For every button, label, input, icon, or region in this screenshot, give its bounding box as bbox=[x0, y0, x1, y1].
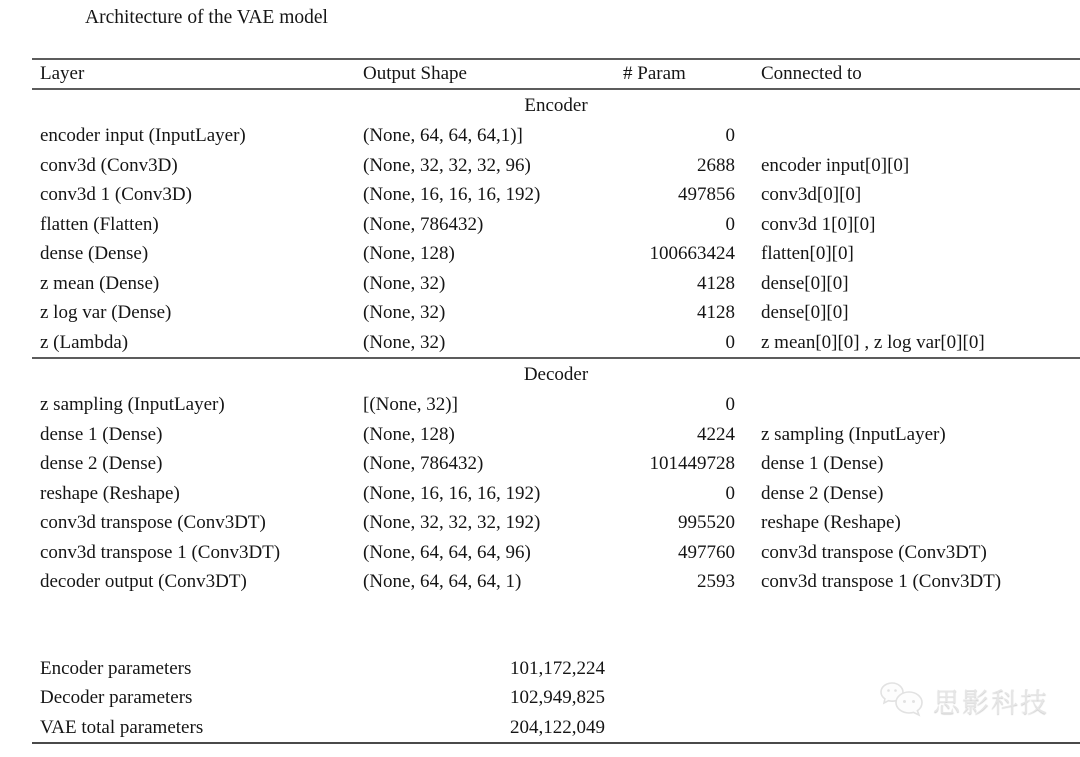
output-shape-cell: (None, 32, 32, 32, 96) bbox=[363, 154, 531, 176]
output-shape-cell: (None, 786432) bbox=[363, 213, 484, 235]
output-shape-cell: (None, 32) bbox=[363, 272, 446, 294]
table-row bbox=[32, 328, 1080, 358]
table-row bbox=[32, 239, 1080, 269]
layer-cell: dense 1 (Dense) bbox=[40, 423, 163, 445]
table-footer-gap bbox=[32, 597, 1080, 654]
layer-cell: decoder output (Conv3DT) bbox=[40, 571, 247, 592]
param-cell: 4224 bbox=[697, 423, 735, 445]
table-body bbox=[32, 90, 1080, 597]
layer-cell: z sampling (InputLayer) bbox=[40, 394, 225, 415]
layer-cell: conv3d 1 (Conv3D) bbox=[40, 184, 192, 205]
layer-cell: conv3d transpose 1 (Conv3DT) bbox=[40, 541, 281, 563]
table-row bbox=[32, 479, 1080, 509]
param-cell: 0 bbox=[725, 213, 735, 235]
summary-label: Decoder parameters bbox=[40, 687, 193, 708]
table-row bbox=[32, 567, 1080, 597]
connected-to-cell: z mean[0][0] , z log var[0][0] bbox=[761, 331, 985, 353]
output-shape-cell: (None, 32) bbox=[363, 302, 446, 323]
summary-value: 102,949,825 bbox=[510, 687, 605, 708]
param-cell: 2593 bbox=[697, 571, 735, 592]
vae-architecture-table bbox=[32, 58, 1080, 744]
connected-to-cell: encoder input[0][0] bbox=[761, 154, 910, 176]
param-cell: 497760 bbox=[678, 541, 735, 563]
table-row bbox=[32, 449, 1080, 479]
param-cell: 2688 bbox=[697, 154, 735, 176]
output-shape-cell: (None, 16, 16, 16, 192) bbox=[363, 482, 541, 504]
output-shape-cell: (None, 64, 64, 64,1)] bbox=[363, 125, 523, 146]
section-label: Decoder bbox=[523, 364, 589, 385]
output-shape-cell: (None, 128) bbox=[363, 423, 455, 445]
connected-to-cell: dense 2 (Dense) bbox=[761, 482, 884, 504]
layer-cell: dense (Dense) bbox=[40, 243, 149, 264]
param-cell: 0 bbox=[725, 331, 735, 353]
summary-row bbox=[32, 713, 1080, 743]
table-row bbox=[32, 121, 1080, 151]
output-shape-cell: (None, 64, 64, 64, 1) bbox=[363, 571, 522, 592]
param-cell: 4128 bbox=[697, 302, 735, 323]
table-row bbox=[32, 390, 1080, 420]
output-shape-cell: (None, 128) bbox=[363, 243, 455, 264]
param-cell: 100663424 bbox=[649, 243, 735, 264]
param-cell: 0 bbox=[725, 482, 735, 504]
layer-cell: z (Lambda) bbox=[40, 331, 129, 353]
column-header-connected-to: Connected to bbox=[761, 63, 862, 84]
output-shape-cell: (None, 32) bbox=[363, 331, 446, 353]
column-header-layer: Layer bbox=[40, 63, 85, 84]
connected-to-cell: flatten[0][0] bbox=[761, 243, 854, 264]
column-header-output-shape: Output Shape bbox=[363, 63, 467, 84]
summary-label: Encoder parameters bbox=[40, 657, 192, 679]
summary-value: 101,172,224 bbox=[510, 657, 605, 679]
watermark-text: 思影科技 bbox=[933, 687, 1049, 719]
output-shape-cell: (None, 16, 16, 16, 192) bbox=[363, 184, 541, 205]
param-cell: 0 bbox=[725, 125, 735, 146]
param-cell: 995520 bbox=[678, 512, 735, 533]
table-row bbox=[32, 420, 1080, 450]
connected-to-cell: z sampling (InputLayer) bbox=[761, 423, 946, 445]
summary-value: 204,122,049 bbox=[510, 716, 605, 738]
table-header-row bbox=[32, 58, 1080, 90]
table-row bbox=[32, 180, 1080, 210]
connected-to-cell bbox=[740, 121, 1080, 151]
summary-row bbox=[32, 654, 1080, 684]
column-header-param: # Param bbox=[623, 63, 686, 84]
layer-cell: dense 2 (Dense) bbox=[40, 453, 163, 474]
summary-label: VAE total parameters bbox=[40, 716, 204, 738]
layer-cell: conv3d transpose (Conv3DT) bbox=[40, 512, 266, 533]
table-row bbox=[32, 298, 1080, 328]
section-encoder bbox=[32, 90, 1080, 359]
layer-cell: z log var (Dense) bbox=[40, 302, 172, 323]
connected-to-cell bbox=[740, 390, 1080, 420]
output-shape-cell: (None, 64, 64, 64, 96) bbox=[363, 541, 531, 563]
param-cell: 0 bbox=[725, 394, 735, 415]
connected-to-cell: conv3d[0][0] bbox=[761, 184, 862, 205]
param-cell: 101449728 bbox=[649, 453, 735, 474]
layer-cell: conv3d (Conv3D) bbox=[40, 154, 178, 176]
summary-row bbox=[32, 683, 1080, 713]
parameter-summary bbox=[32, 654, 1080, 745]
layer-cell: reshape (Reshape) bbox=[40, 482, 180, 504]
section-label: Encoder bbox=[524, 95, 588, 116]
table-row bbox=[32, 508, 1080, 538]
layer-cell: encoder input (InputLayer) bbox=[40, 125, 246, 146]
output-shape-cell: [(None, 32)] bbox=[363, 394, 458, 415]
table-caption: Architecture of the VAE model bbox=[85, 7, 328, 28]
layer-cell: flatten (Flatten) bbox=[40, 213, 159, 235]
connected-to-cell: conv3d 1[0][0] bbox=[761, 213, 876, 235]
connected-to-cell: conv3d transpose (Conv3DT) bbox=[761, 541, 987, 563]
section-decoder bbox=[32, 359, 1080, 597]
table-row bbox=[32, 538, 1080, 568]
table-row bbox=[32, 269, 1080, 299]
layer-cell: z mean (Dense) bbox=[40, 272, 160, 294]
param-cell: 497856 bbox=[678, 184, 735, 205]
connected-to-cell: dense[0][0] bbox=[761, 272, 849, 294]
output-shape-cell: (None, 32, 32, 32, 192) bbox=[363, 512, 541, 533]
output-shape-cell: (None, 786432) bbox=[363, 453, 484, 474]
table-row bbox=[32, 210, 1080, 240]
connected-to-cell: conv3d transpose 1 (Conv3DT) bbox=[761, 571, 1002, 592]
connected-to-cell: reshape (Reshape) bbox=[761, 512, 901, 533]
param-cell: 4128 bbox=[697, 272, 735, 294]
connected-to-cell: dense[0][0] bbox=[761, 302, 849, 323]
table-row bbox=[32, 151, 1080, 181]
connected-to-cell: dense 1 (Dense) bbox=[761, 453, 884, 474]
